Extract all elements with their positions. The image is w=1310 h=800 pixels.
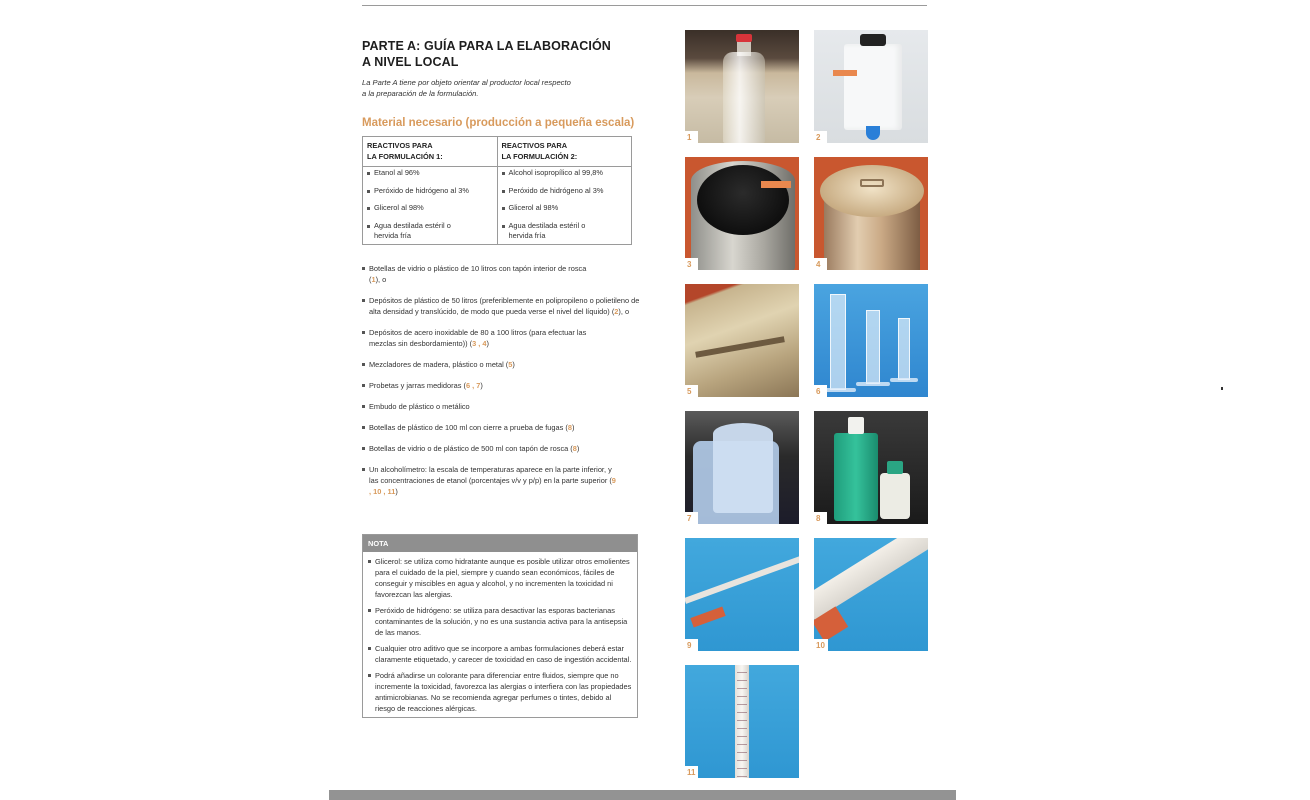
nota-item: Podrá añadirse un colorante para diferenciar entre fluidos, siempre que no incremente la toxicidad, favorezca las alergias o interfiera con las propiedades antimicrobianas. No se recomienda agregar perfumes o tintes, debido al riesgo de reacciones alérgicas. bbox=[368, 670, 632, 714]
material-item: Botellas de vidrio o de plástico de 500 ml con tapón de rosca (8) bbox=[362, 443, 642, 454]
photo-ref: 9 , 10 , 11 bbox=[369, 475, 616, 496]
photo-ref: 8 bbox=[572, 443, 577, 453]
photo-alcoholmeter-closeup bbox=[814, 538, 928, 651]
material-item: Botellas de vidrio o plástico de 10 litros con tapón interior de rosca (1), o bbox=[362, 263, 597, 285]
photo-plastic-jerrycan bbox=[814, 30, 928, 143]
table-header-formulation-1: REACTIVOS PARA LA FORMULACIÓN 1: bbox=[363, 137, 498, 167]
table-header-formulation-2: REACTIVOS PARA LA FORMULACIÓN 2: bbox=[497, 137, 632, 167]
formulation-2-list bbox=[497, 167, 632, 245]
list-item: Agua destilada estéril o hervida fría bbox=[367, 221, 472, 242]
photo-ref: 2 bbox=[614, 306, 619, 316]
photo-label: 1 bbox=[685, 131, 698, 143]
material-item: Botellas de plástico de 100 ml con cierre a prueba de fugas (8) bbox=[362, 422, 642, 433]
material-item: Embudo de plástico o metálico bbox=[362, 401, 642, 412]
intro-text: La Parte A tiene por objeto orientar al productor local respecto a la preparación de la formulación. bbox=[362, 78, 571, 98]
section-heading: Material necesario (producción a pequeña escala) bbox=[362, 117, 635, 129]
photo-steel-tank-lidded bbox=[814, 157, 928, 270]
list-item: Alcohol isopropílico al 99,8% bbox=[502, 168, 628, 179]
bottom-bar bbox=[329, 790, 956, 800]
photo-label: 6 bbox=[814, 385, 827, 397]
nota-item: Peróxido de hidrógeno: se utiliza para desactivar las esporas bacterianas contaminantes de la solución, y no es una sustancia activa para la antisepsia de las manos. bbox=[368, 605, 632, 638]
page-title: PARTE A: GUÍA PARA LA ELABORACIÓN A NIVEL LOCAL bbox=[362, 39, 611, 69]
photo-label: 9 bbox=[685, 639, 698, 651]
photo-label: 5 bbox=[685, 385, 698, 397]
list-item: Glicerol al 98% bbox=[502, 203, 628, 214]
photo-ref: 8 bbox=[567, 422, 572, 432]
materials-list bbox=[362, 263, 642, 497]
top-rule bbox=[362, 5, 927, 6]
text-column bbox=[362, 38, 642, 507]
photo-mixing-paddle bbox=[685, 284, 799, 397]
photo-steel-tank-open bbox=[685, 157, 799, 270]
nota-item: Cualquier otro aditivo que se incorpore a ambas formulaciones deberá estar claramente etiquetado, y carecer de toxicidad en caso de ingestión accidental. bbox=[368, 643, 632, 665]
nota-item: Glicerol: se utiliza como hidratante aunque es posible utilizar otros emolientes para el cuidado de la piel, siempre y cuando sean económicos, fáciles de conseguir y miscibles en agua y alcohol, y no incrementen la toxicidad ni favorezcan las alergias. bbox=[368, 556, 632, 600]
photo-plastic-bottles bbox=[814, 411, 928, 524]
photo-alcoholmeter-scale bbox=[685, 665, 799, 778]
list-item: Glicerol al 98% bbox=[367, 203, 493, 214]
reagents-table bbox=[362, 136, 632, 245]
photo-label: 4 bbox=[814, 258, 827, 270]
photo-alcoholmeter bbox=[685, 538, 799, 651]
list-item: Peróxido de hidrógeno al 3% bbox=[367, 186, 493, 197]
photo-label: 7 bbox=[685, 512, 698, 524]
photo-ref: 5 bbox=[508, 359, 513, 369]
photo-measuring-jugs bbox=[685, 411, 799, 524]
photo-label: 2 bbox=[814, 131, 827, 143]
nota-body bbox=[363, 552, 637, 717]
material-item: Depósitos de plástico de 50 litros (preferiblemente en polipropileno o polietileno de alta densidad y translúcido, de modo que pueda verse el nivel del líquido) (2), o bbox=[362, 295, 642, 317]
material-item: Probetas y jarras medidoras (6 , 7) bbox=[362, 380, 642, 391]
list-item: Peróxido de hidrógeno al 3% bbox=[502, 186, 628, 197]
photo-label: 8 bbox=[814, 512, 827, 524]
photo-label: 11 bbox=[685, 766, 698, 778]
list-item: Agua destilada estéril o hervida fría bbox=[502, 221, 607, 242]
list-item: Etanol al 96% bbox=[367, 168, 493, 179]
nota-box bbox=[362, 534, 638, 718]
formulation-1-list bbox=[363, 167, 498, 245]
nota-header: NOTA bbox=[363, 535, 637, 552]
photo-glass-bottle bbox=[685, 30, 799, 143]
material-item: Un alcoholímetro: la escala de temperaturas aparece en la parte inferior, y las concentraciones de etanol (porcentajes v/v y p/p) en la parte superior (9 , 10 , 11) bbox=[362, 464, 617, 497]
photo-measuring-cylinders bbox=[814, 284, 928, 397]
material-item: Mezcladores de madera, plástico o metal (5) bbox=[362, 359, 642, 370]
photo-ref: 1 bbox=[371, 274, 376, 284]
material-item: Depósitos de acero inoxidable de 80 a 100 litros (para efectuar las mezclas sin desbordamiento)) (3 , 4) bbox=[362, 327, 612, 349]
photo-label: 3 bbox=[685, 258, 698, 270]
stray-mark bbox=[1221, 387, 1223, 390]
photo-ref: 6 , 7 bbox=[465, 380, 481, 390]
photo-label: 10 bbox=[814, 639, 828, 651]
photo-ref: 3 , 4 bbox=[472, 338, 487, 348]
